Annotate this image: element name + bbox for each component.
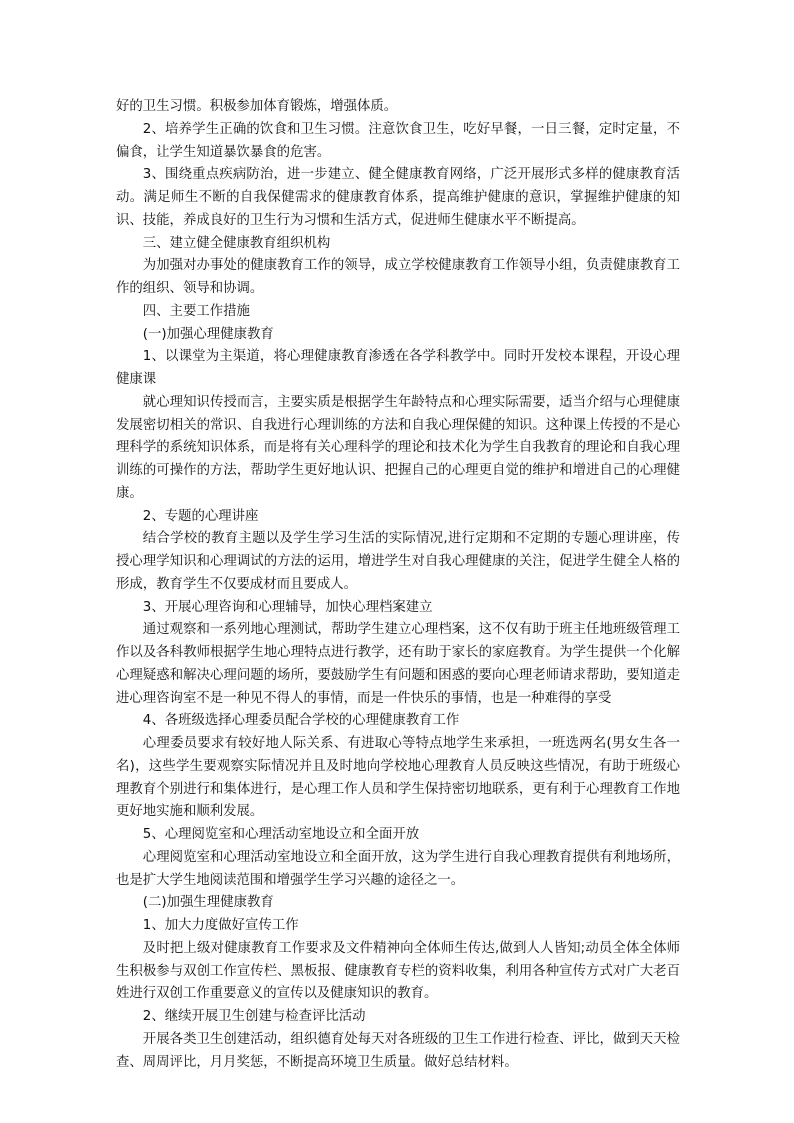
paragraph: 就心理知识传授而言，主要实质是根据学生年龄特点和心理实际需要，适当介绍与心理健康发展密切相关的常识、自我进行心理训练的方法和自我心理保健的知识。这种课上传授的不是心理科学的系统知识体系，而是将有关心理科学的理论和技术化为学生自我教育的理论和自我心理训练的可操作的方法，帮助学生更好地认识、把握自己的心理更自觉的维护和增进自己的心理健康。: [116, 394, 680, 501]
paragraph: 2、培养学生正确的饮食和卫生习惯。注意饮食卫生，吃好早餐，一日三餐，定时定量，不偏食，让学生知道暴饮暴食的危害。: [116, 121, 680, 160]
item-heading: 3、开展心理咨询和心理辅导，加快心理档案建立: [142, 599, 433, 615]
paragraph: 及时把上级对健康教育工作要求及文件精神向全体师生传达,做到人人皆知;动员全体全体师生积极参与双创工作宣传栏、黑板报、健康教育专栏的资料收集，利用各种宣传方式对广大老百姓进行双创工作重要意义的宣传以及健康知识的教育。: [116, 940, 680, 1002]
item-heading: 1、加大力度做好宣传工作: [142, 918, 299, 933]
document-body: [116, 96, 680, 1074]
paragraph: 心理委员要求有较好地人际关系、有进取心等特点地学生来承担，一班选两名(男女生各一名)，这些学生要观察实际情况并且及时地向学校地心理教育人员反映这些情况，有助于班级心理教育个别进行和集体进行，是心理工作人员和学生保持密切地联系，更有利于心理教育工作地更好地实施和顺利发展。: [116, 736, 680, 820]
item-heading: 5、心理阅览室和心理活动室地设立和全面开放: [142, 827, 420, 842]
section-heading: 三、建立健全健康教育组织机构: [142, 235, 331, 251]
item-heading: 2、继续开展卫生创建与检查评比活动: [142, 1009, 366, 1024]
paragraph: 心理阅览室和心理活动室地设立和全面开放，这为学生进行自我心理教育提供有利地场所，也是扩大学生地阅读范围和增强学生学习兴趣的途径之一。: [116, 849, 680, 888]
paragraph: 为加强对办事处的健康教育工作的领导，成立学校健康教育工作领导小组，负责健康教育工作的组织、领导和协调。: [116, 258, 680, 296]
paragraph: 好的卫生习惯。积极参加体育锻炼，增强体质。: [116, 99, 398, 114]
section-heading: 四、主要工作措施: [142, 303, 250, 319]
paragraph: 1、以课堂为主渠道，将心理健康教育渗透在各学科教学中。同时开发校本课程，开设心理健康课: [116, 349, 680, 387]
paragraph: 3、围绕重点疾病防治，进一步建立、健全健康教育网络，广泛开展形式多样的健康教育活动。满足师生不断的自我保健需求的健康教育体系，提高维护健康的意识，掌握维护健康的知识、技能，养成良好的卫生行为习惯和生活方式，促进师生健康水平不断提高。: [116, 167, 680, 228]
paragraph: 通过观察和一系列地心理测试，帮助学生建立心理档案，这不仅有助于班主任地班级管理工作以及各科教师根据学生地心理特点进行教学，还有助于家长的家庭教育。为学生提供一个化解心理疑惑和解决心理问题的场所，要鼓励学生有问题和困惑的要向心理老师请求帮助，要知道走进心理咨询室不是一种见不得人的事情，而是一件快乐的事情，也是一种难得的享受: [116, 622, 680, 706]
item-heading: 4、各班级选择心理委员配合学校的心理健康教育工作: [142, 713, 460, 729]
item-heading: 2、专题的心理讲座: [142, 508, 259, 524]
paragraph: 结合学校的教育主题以及学生学习生活的实际情况,进行定期和不定期的专题心理讲座，传授心理学知识和心理调试的方法的运用，增进学生对自我心理健康的关注，促进学生健全人格的形成，教育学生不仅要成材而且要成人。: [116, 531, 680, 592]
subsection-heading: (一)加强心理健康教育: [142, 326, 274, 342]
paragraph: 开展各类卫生创建活动，组织德育处每天对各班级的卫生工作进行检查、评比，做到天天检查、周周评比，月月奖惩，不断提高环境卫生质量。做好总结材料。: [116, 1031, 680, 1070]
subsection-heading: (二)加强生理健康教育: [142, 895, 274, 911]
